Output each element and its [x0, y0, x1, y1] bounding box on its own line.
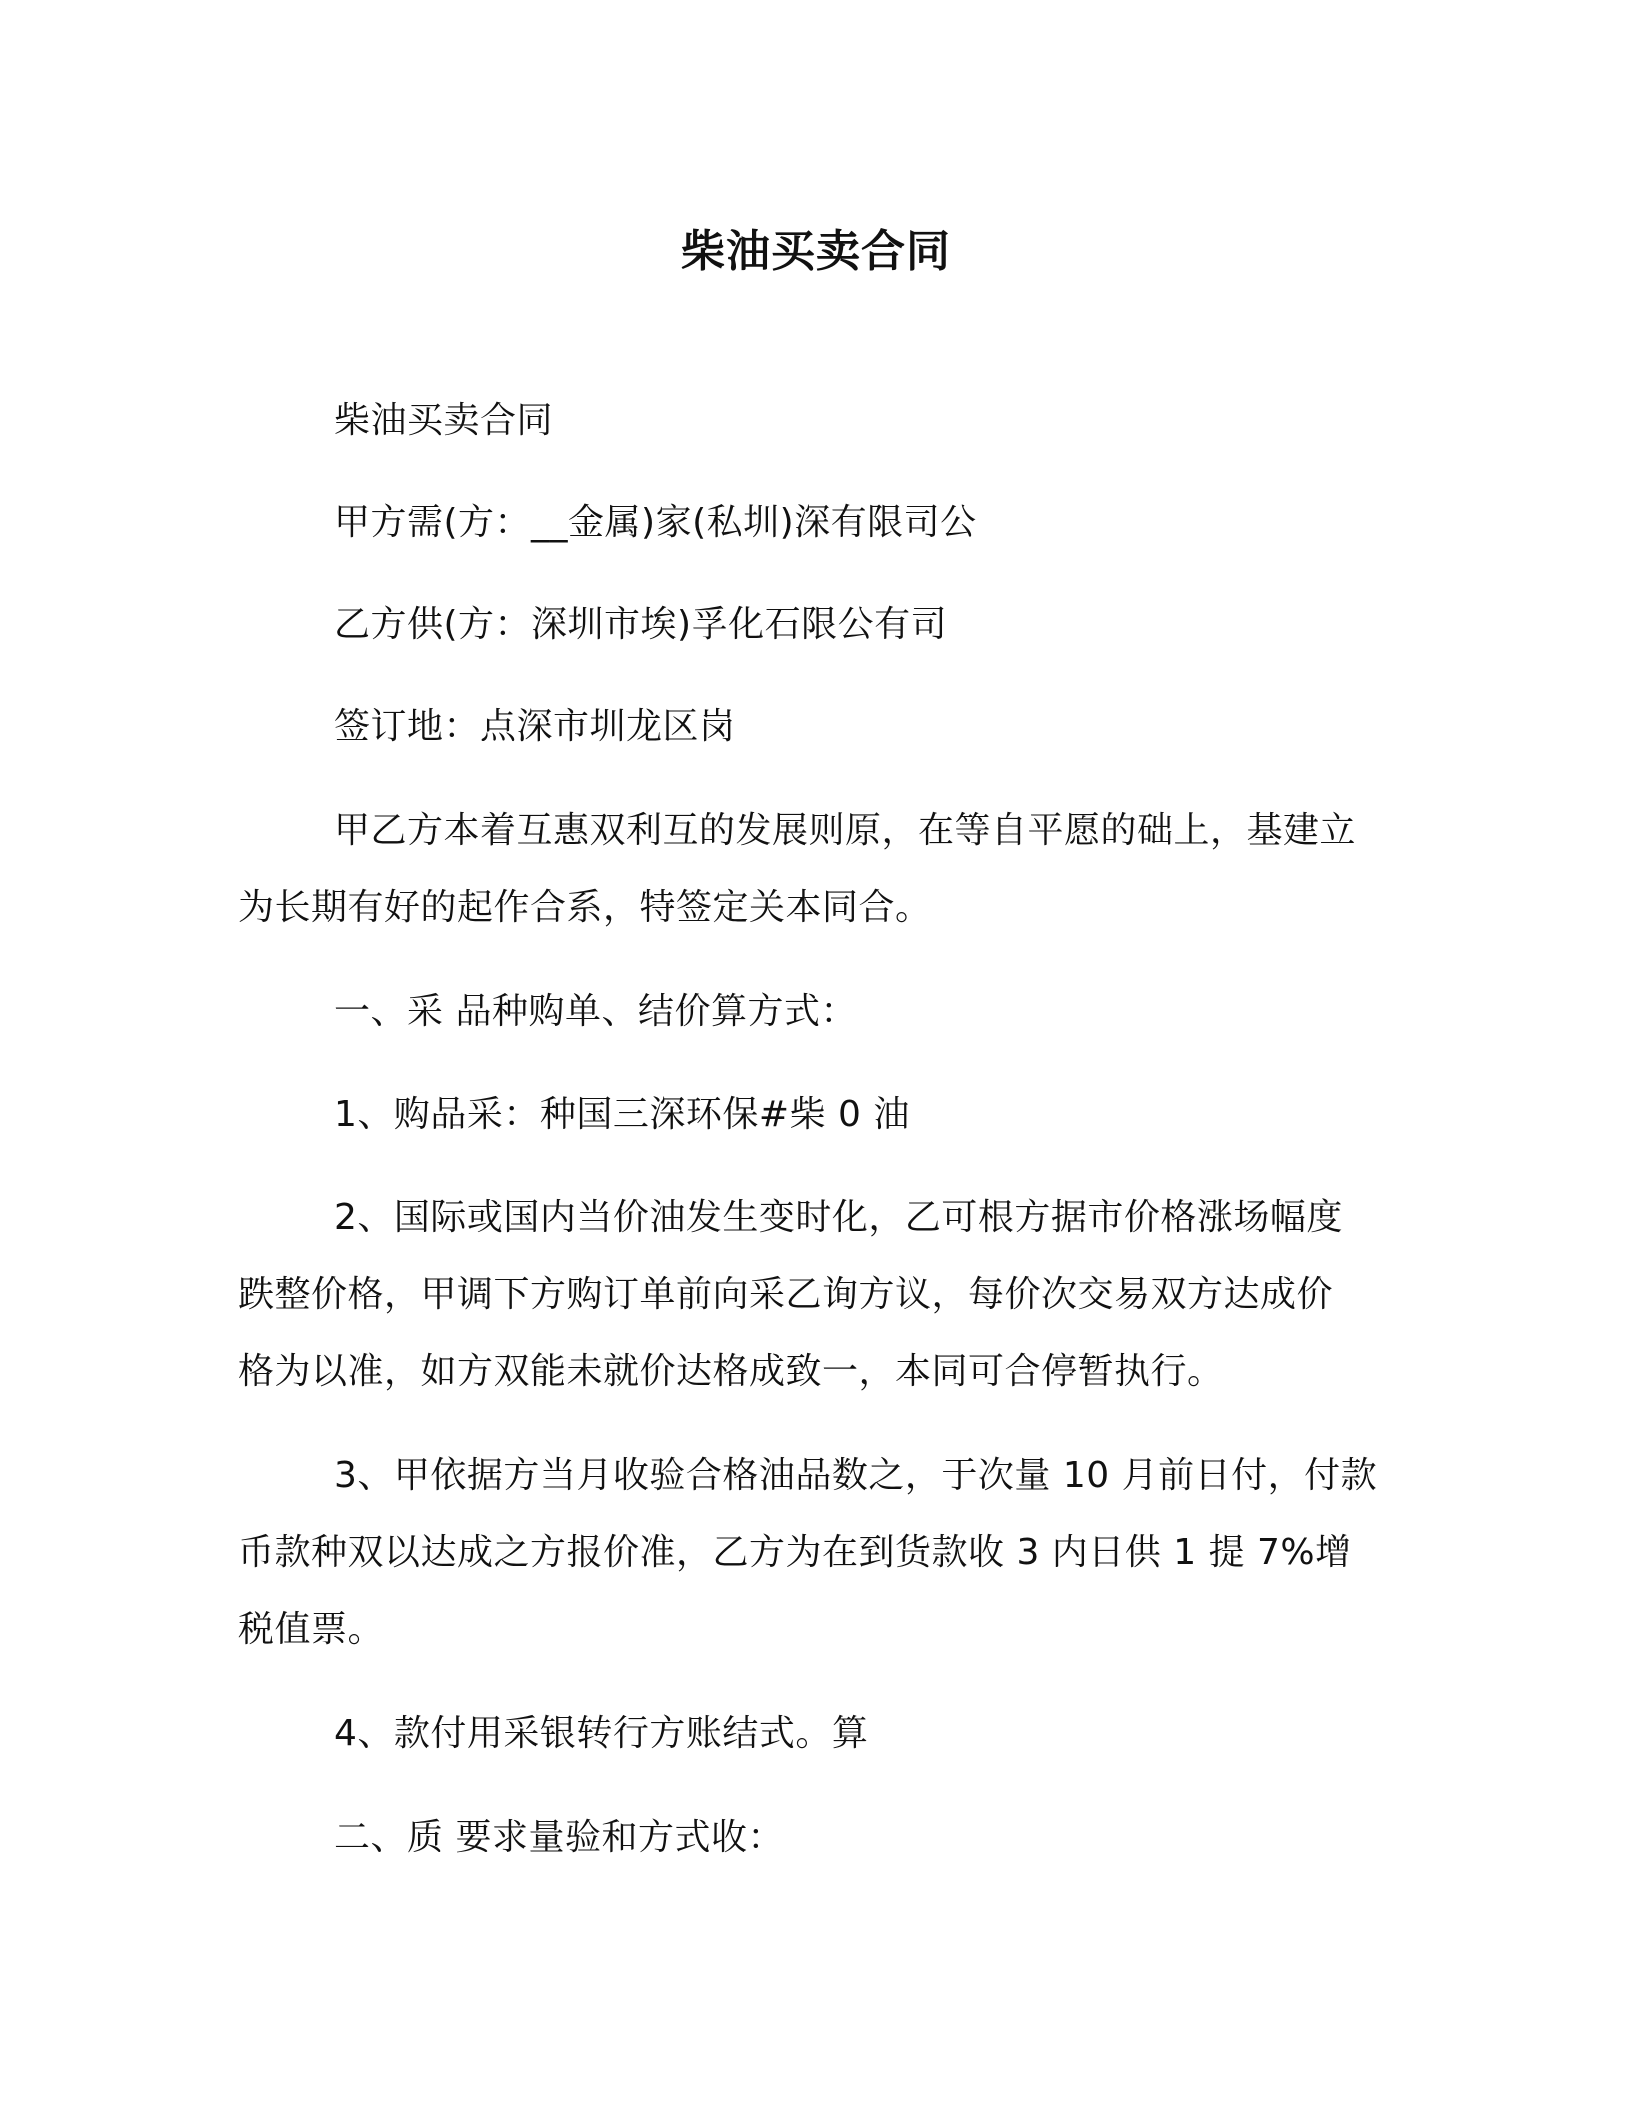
party-b-line: 乙方供(方：深圳市埃)孚化石限公有司	[334, 604, 948, 645]
preamble-line-1: 甲乙方本着互惠双利互的发展则原，在等自平愿的础上，基建立	[334, 810, 1357, 851]
preamble-line-2: 为长期有好的起作合系，特签定关本同合。	[238, 887, 932, 928]
clause-2-line-1: 2、国际或国内当价油发生变时化，乙可根方据市价格涨场幅度	[334, 1197, 1343, 1238]
signing-place-line: 签订地：点深市圳龙区岗	[334, 706, 736, 747]
clause-2-line-2: 跌整价格，甲调下方购订单前向采乙询方议，每价次交易双方达成价	[238, 1274, 1334, 1315]
clause-3-line-3: 税值票。	[238, 1609, 385, 1650]
clause-1-line: 1、购品采：种国三深环保#柴 0 油	[334, 1094, 910, 1135]
document-title: 柴油买卖合同	[681, 226, 951, 277]
clause-3-line-1: 3、甲依据方当月收验合格油品数之，于次量 10 月前日付，付款	[334, 1455, 1378, 1496]
paragraph-heading: 柴油买卖合同	[334, 400, 554, 441]
section-one-heading: 一、采 品种购单、结价算方式：	[334, 991, 857, 1032]
clause-3-line-2: 币款种双以达成之方报价准，乙方为在到货款收 3 内日供 1 提 7%增	[238, 1532, 1352, 1573]
section-two-heading: 二、质 要求量验和方式收：	[334, 1817, 784, 1858]
clause-4-line: 4、款付用采银转行方账结式。算	[334, 1713, 869, 1754]
clause-2-line-3: 格为以准，如方双能未就价达格成致一，本同可合停暂执行。	[238, 1351, 1224, 1392]
party-a-line: 甲方需(方：__金属)家(私圳)深有限司公	[334, 502, 977, 543]
